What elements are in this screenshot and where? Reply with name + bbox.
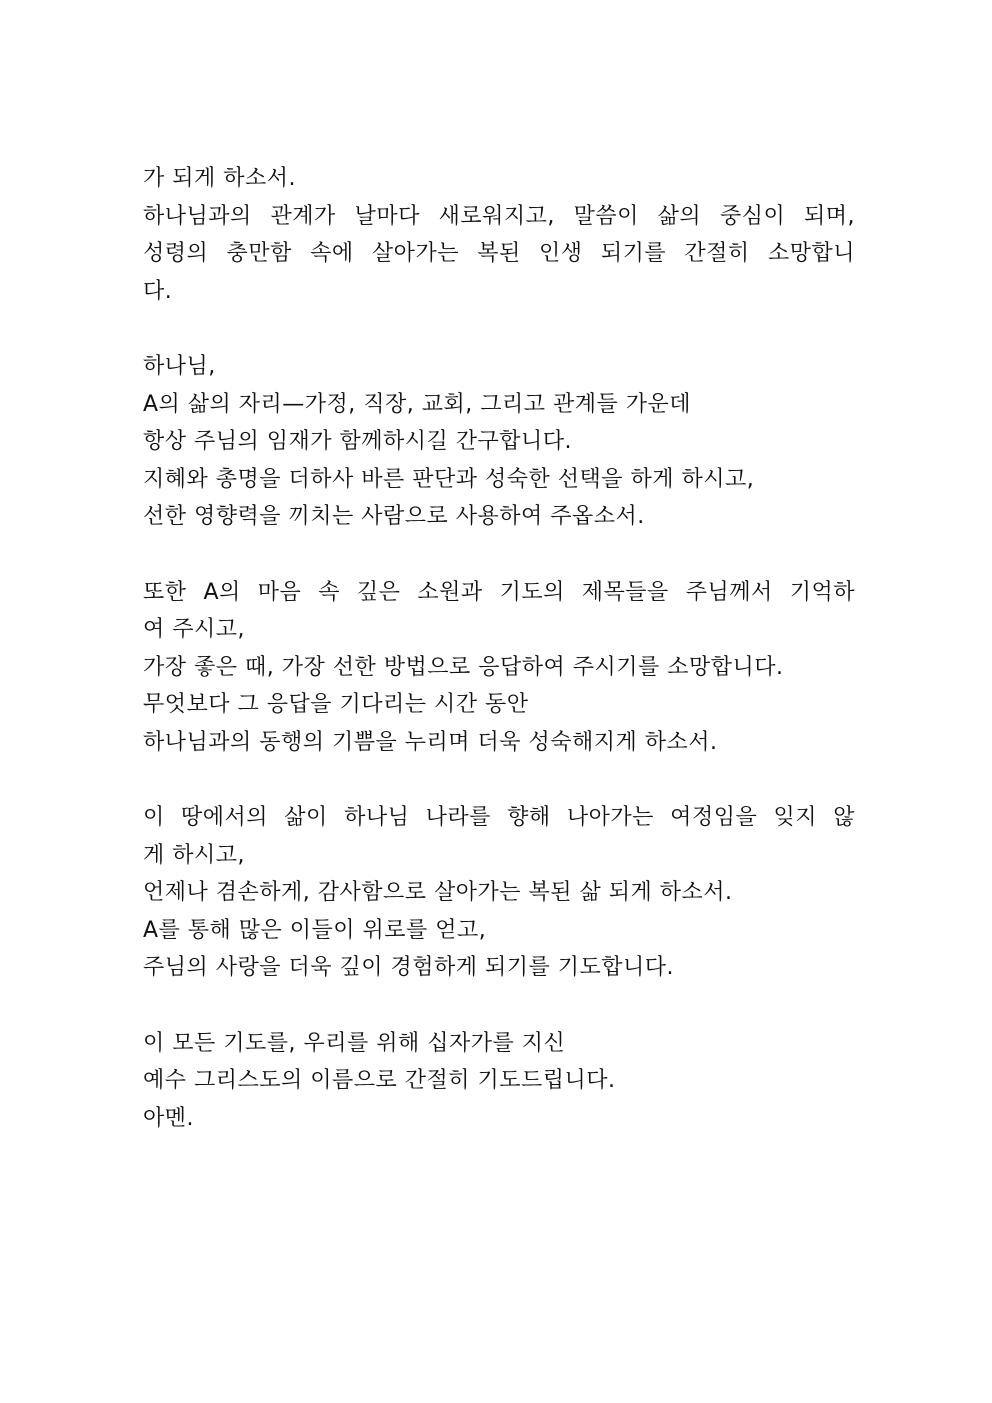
text-line: 가 되게 하소서. bbox=[143, 166, 296, 191]
text-line: 지혜와 총명을 더하사 바른 판단과 성숙한 선택을 하게 하시고, bbox=[143, 466, 755, 492]
paragraph-3 bbox=[143, 574, 855, 762]
text-line: 주님의 사랑을 더욱 깊이 경험하게 되기를 기도합니다. bbox=[143, 955, 674, 981]
paragraph-1 bbox=[143, 160, 855, 310]
text-line: 또한 A의 마음 속 깊은 소원과 기도의 제목들을 주님께서 기억하 bbox=[143, 579, 855, 605]
text-line: 언제나 겸손하게, 감사함으로 살아가는 복된 삶 되게 하소서. bbox=[143, 880, 733, 906]
text-line: A를 통해 많은 이들이 위로를 얻고, bbox=[143, 917, 487, 943]
text-line: 다. bbox=[143, 278, 173, 304]
text-line: 게 하시고, bbox=[143, 842, 245, 868]
text-line: 성령의 충만함 속에 살아가는 복된 인생 되기를 간절히 소망합니 bbox=[143, 241, 855, 267]
paragraph-5 bbox=[143, 1025, 855, 1138]
paragraph-4 bbox=[143, 799, 855, 987]
text-line: 여 주시고, bbox=[143, 617, 245, 643]
text-line: 하나님과의 동행의 기쁨을 누리며 더욱 성숙해지게 하소서. bbox=[143, 729, 718, 755]
text-line: 선한 영향력을 끼치는 사람으로 사용하여 주옵소서. bbox=[143, 504, 645, 530]
prayer-text bbox=[143, 160, 855, 1175]
text-line: 항상 주님의 임재가 함께하시길 간구합니다. bbox=[143, 429, 573, 455]
text-line: 아멘. bbox=[143, 1105, 194, 1131]
text-line: 하나님과의 관계가 날마다 새로워지고, 말씀이 삶의 중심이 되며, bbox=[143, 203, 855, 229]
text-line: 가장 좋은 때, 가장 선한 방법으로 응답하여 주시기를 소망합니다. bbox=[143, 654, 784, 680]
text-line: 이 모든 기도를, 우리를 위해 십자가를 지신 bbox=[143, 1030, 566, 1056]
text-line: 이 땅에서의 삶이 하나님 나라를 향해 나아가는 여정임을 잊지 않 bbox=[143, 805, 855, 831]
text-line: 예수 그리스도의 이름으로 간절히 기도드립니다. bbox=[143, 1068, 616, 1094]
paragraph-2 bbox=[143, 348, 855, 536]
text-line: A의 삶의 자리—가정, 직장, 교회, 그리고 관계들 가운데 bbox=[143, 391, 692, 417]
text-line: 하나님, bbox=[143, 353, 216, 379]
text-line: 무엇보다 그 응답을 기다리는 시간 동안 bbox=[143, 692, 529, 718]
